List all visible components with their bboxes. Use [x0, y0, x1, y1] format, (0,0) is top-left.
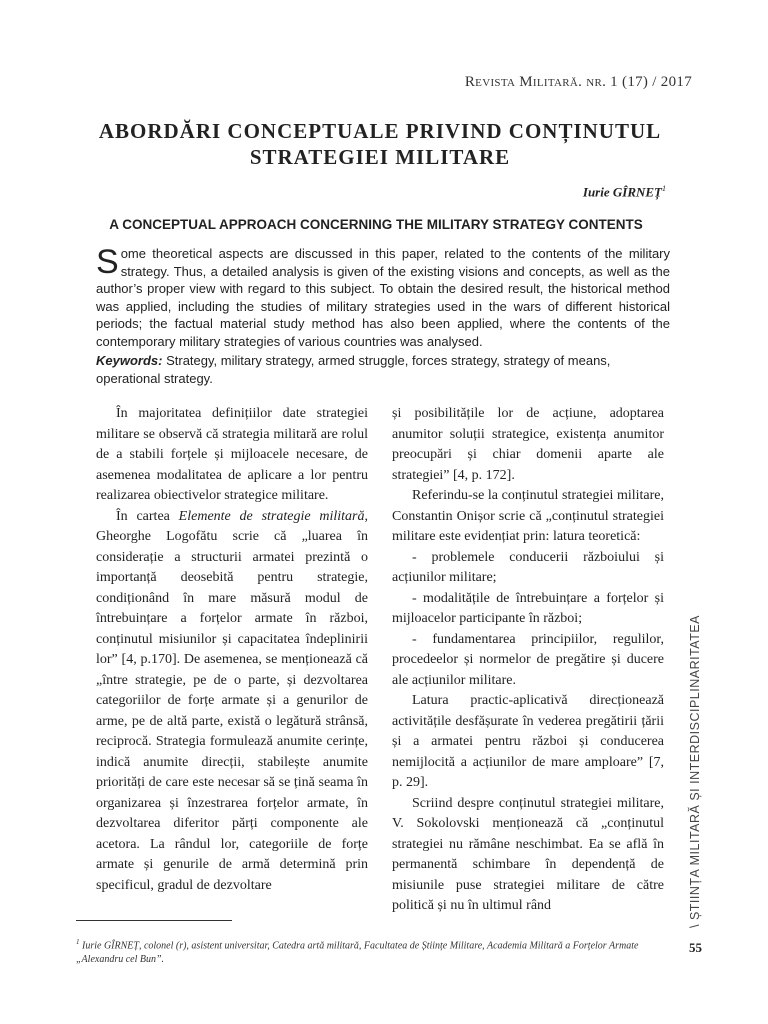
keywords-label: Keywords:	[96, 353, 163, 368]
list-item: - problemele conducerii războiului și acțiunilor militare;	[392, 549, 664, 585]
footnote	[76, 935, 676, 967]
book-title: Elemente de strategie militară	[178, 508, 365, 524]
keywords	[96, 352, 670, 387]
footnote-text: Iurie GÎRNEȚ, colonel (r), asistent universitar, Catedra artă militară, Facultatea de Științe Militare, Academia Militară a Forțelor Armate „Alexandru cel Bun”.	[76, 940, 639, 966]
paragraph: Latura practic-aplicativă direcționează activitățile desfășurate în vederea pregătirii țării și a armatei pentru război și conducerea nemijlocită a acțiunilor de mare amploare” [7, p. 29].	[392, 693, 664, 790]
english-title: A CONCEPTUAL APPROACH CONCERNING THE MILITARY STRATEGY CONTENTS	[109, 217, 643, 232]
body-column-left	[96, 404, 368, 896]
abstract-dropcap: S	[96, 243, 119, 281]
list-item: - modalitățile de întrebuințare a forțelor și mijloacelor participante în război;	[392, 590, 664, 626]
paragraph: În majoritatea definițiilor date strategiei militare se observă că strategia militară are rolul de a stabili forțele și mijloacele necesare, de asemenea modalitatea de aplicare a lor pentru realizarea obiectivelor strategice militare.	[96, 406, 368, 503]
body-column-right	[392, 404, 664, 917]
abstract-body: ome theoretical aspects are discussed in this paper, related to the contents of the military strategy. Thus, a detailed analysis is given of the existing visions and concepts, as well as the author’s proper view with regard to this subject. To obtain the desired result, the historical method was applied, including the studies of military strategies used in the wars of different historical periods; the factual material study method has also been applied, where the contents of the contemporary military strategies of various countries was analysed.	[96, 246, 670, 349]
author-name-text: Iurie GÎRNEȚ	[582, 184, 662, 200]
page-number: 55	[689, 940, 702, 955]
article-title-line-2: STRATEGIEI MILITARE	[249, 145, 511, 169]
footnote-marker: 1	[76, 938, 80, 946]
article-title	[60, 118, 700, 170]
paragraph	[96, 507, 368, 897]
journal-running-header: Revista Militară. nr. 1 (17) / 2017	[464, 74, 692, 90]
section-side-label: \ ȘTIINȚA MILITARĂ ȘI INTERDISCIPLINARITATEA	[688, 614, 702, 928]
footnote-divider	[76, 920, 232, 921]
author-footnote-marker: 1	[662, 184, 666, 193]
paragraph-text: , Gheorghe Logofătu scrie că „luarea în considerație a structurii armatei prezintă o importanță deosebită pentru strategie, condiționând în mare măsură modul de întrebuințare a forțelor armate în război, conținutul misiunilor și capacitatea îndeplinirii lor” [4, p.170]. De asemenea, se menționează că „între strategie, pe de o parte, și dezvoltarea categoriilor de forțe armate și a genurilor de arme, pe de altă parte, există o legătură strânsă, reciprocă. Strategia formulează anumite cerințe, indică anumite direcții, stabilește anumite priorități de care este necesar să se țină seama în organizarea și înzestrarea forțelor armate, în dezvoltarea diferitor părți componente ale acetora. La rândul lor, categoriile de forțe armate și genurile de armă determină prin specificul, gradul de dezvoltare	[96, 508, 368, 893]
paragraph: și posibilitățile lor de acțiune, adoptarea anumitor soluții strategice, existența anumitor preocupări și chiar domenii aparte ale strategiei” [4, p. 172].	[392, 406, 664, 483]
paragraph: Referindu-se la conținutul strategiei militare, Constantin Onișor scrie că „conținutul strategiei militare este evidențiat prin: latura teoretică:	[392, 488, 664, 544]
article-title-line-1: ABORDĂRI CONCEPTUALE PRIVIND CONȚINUTUL	[98, 119, 662, 143]
keywords-text: Strategy, military strategy, armed struggle, forces strategy, strategy of means, operational strategy.	[96, 353, 611, 386]
author-name	[583, 184, 666, 200]
list-item: - fundamentarea principiilor, regulilor, procedeelor și normelor de pregătire și ducere ale acțiunilor militare.	[392, 631, 664, 688]
paragraph: Scriind despre conținutul strategiei militare, V. Sokolovski menționează că „conținutul strategiei nu rămâne neschimbat. Ea se află în permanentă schimbare în dependență de misiunile puse strategiei militare de către politică și nu în ultimul rând	[392, 795, 664, 913]
paragraph-text: În cartea	[116, 508, 179, 524]
abstract	[96, 245, 670, 351]
